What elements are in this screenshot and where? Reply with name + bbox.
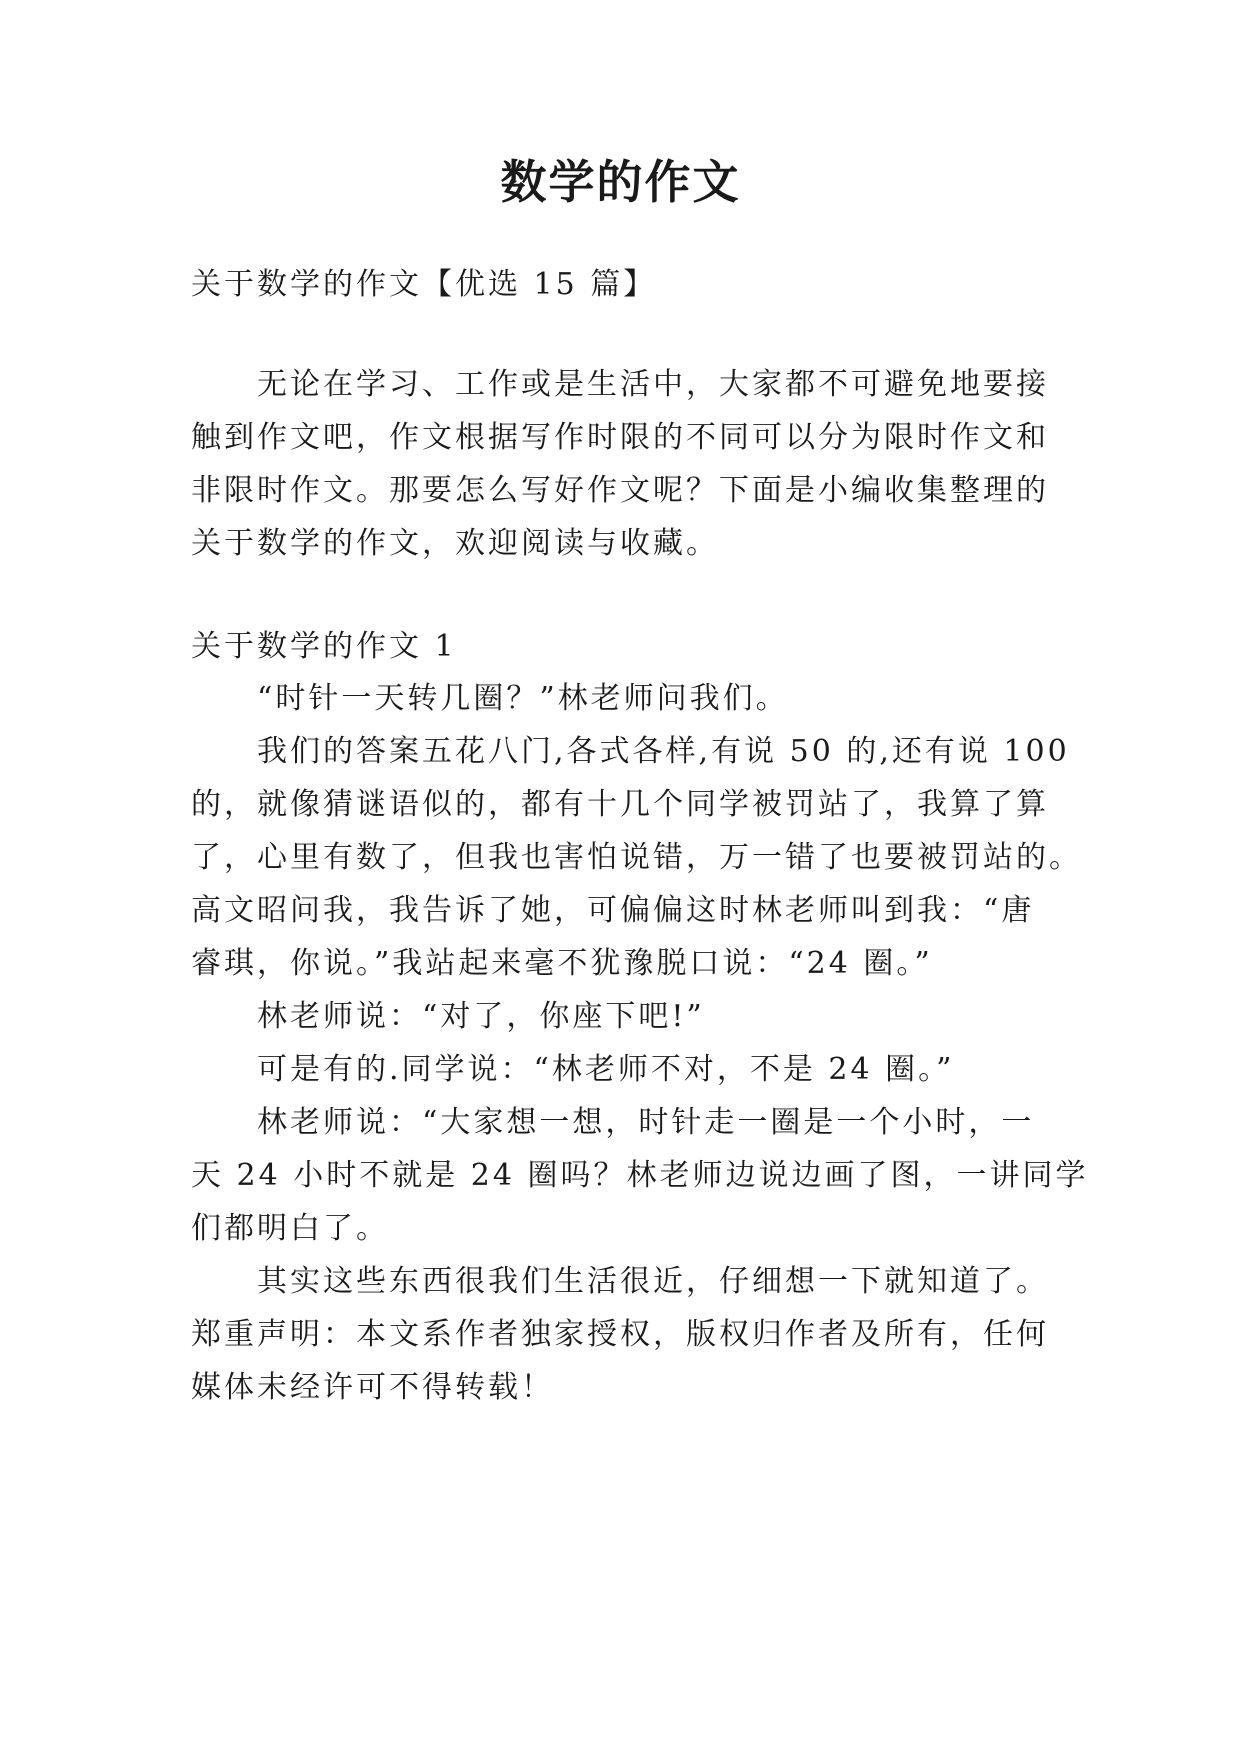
document-subtitle: 关于数学的作文【优选 15 篇】 (191, 267, 657, 302)
document-title: 数学的作文 (500, 155, 741, 209)
body-line: 其实这些东西很我们生活很近，仔细想一下就知道了。 (257, 1264, 1049, 1299)
intro-line: 触到作文吧，作文根据写作时限的不同可以分为限时作文和 (191, 420, 1049, 455)
intro-line: 非限时作文。那要怎么写好作文呢？下面是小编收集整理的 (191, 473, 1049, 508)
body-line: 林老师说：“大家想一想，时针走一圈是一个小时，一 (257, 1105, 1035, 1140)
body-line: 天 24 小时不就是 24 圈吗？林老师边说边画了图，一讲同学 (191, 1158, 1089, 1193)
body-line: “时针一天转几圈？”林老师问我们。 (257, 681, 789, 716)
body-line: 了，心里有数了，但我也害怕说错，万一错了也要被罚站的。 (191, 840, 1082, 875)
body-line: 高文昭问我，我告诉了她，可偏偏这时林老师叫到我：“唐 (191, 893, 1035, 928)
body-line: 的，就像猜谜语似的，都有十几个同学被罚站了，我算了算 (191, 787, 1049, 822)
intro-line: 关于数学的作文，欢迎阅读与收藏。 (191, 526, 719, 561)
section-heading: 关于数学的作文 1 (191, 629, 457, 664)
body-line: 我们的答案五花八门,各式各样,有说 50 的,还有说 100 (257, 734, 1070, 769)
body-line: 睿琪，你说。”我站起来毫不犹豫脱口说：“24 圈。” (191, 946, 933, 981)
body-line: 可是有的.同学说：“林老师不对，不是 24 圈。” (257, 1052, 955, 1087)
body-line: 郑重声明：本文系作者独家授权，版权归作者及所有，任何 (191, 1317, 1049, 1352)
body-line: 林老师说：“对了，你座下吧!” (257, 999, 705, 1034)
body-line: 媒体未经许可不得转载！ (191, 1370, 554, 1405)
intro-line: 无论在学习、工作或是生活中，大家都不可避免地要接 (257, 367, 1049, 402)
body-line: 们都明白了。 (191, 1211, 389, 1246)
